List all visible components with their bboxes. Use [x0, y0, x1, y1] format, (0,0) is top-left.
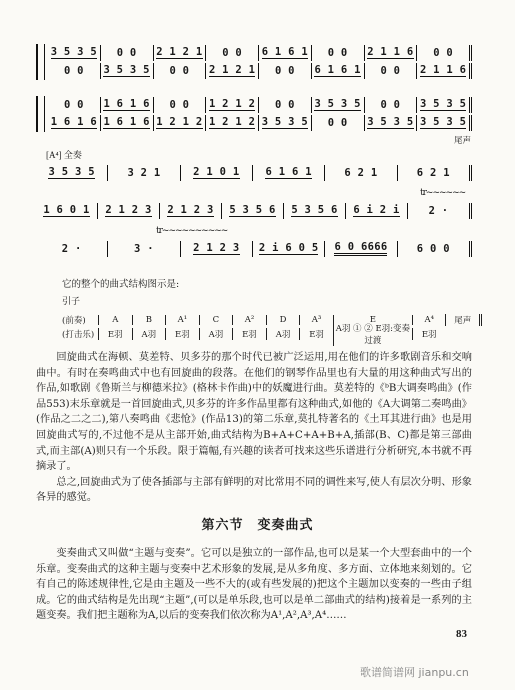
measure: 1 6 1 6 [103, 98, 150, 110]
key-cell: E羽 [412, 328, 446, 340]
measure: 0 0 [63, 65, 84, 77]
measure: 1 2 1 2 [208, 98, 256, 110]
body-text-variation [36, 546, 472, 624]
measure: 0 0 [327, 47, 348, 59]
measure: 3 5 3 5 [314, 98, 361, 110]
paragraph: 变奏曲式又叫做“主题与变奏”。它可以是独立的一部作品,也可以是某一个大型套曲中的一个乐章。变奏曲式的这种主题与变奏中艺术形象的发展,是从多角度、多方面、立体地来刻划的。它有自己的陈述规律性,它是由主题及一些不大的(或有些发展的)把这个主题加以变奏的一些由子组成。它的曲式结构是先出现“主题”,(可以是单乐段,也可以是单二部曲式的结构)接着是一系列的主题变奏。我们把主题称为A,以后的变奏我们依次称为A¹,A²,A³,A⁴…… [36, 548, 472, 622]
measure: 1 6 1 6 [103, 116, 150, 128]
measure: 3 5 3 5 [50, 46, 98, 58]
measure: 1 6 0 1 [43, 204, 90, 216]
measure: 6 1 6 1 [261, 46, 309, 58]
measure: 6 i 2 i [353, 204, 400, 216]
measure: 2 i 6 0 5 [258, 242, 319, 254]
watermark: 歌谱简谱网 jianpu.cn [360, 666, 469, 679]
section-cell: A² [232, 315, 266, 325]
score-system-1 [36, 44, 472, 80]
measure: 2 1 2 3 [193, 242, 240, 254]
measure: 6 2 1 [416, 167, 450, 179]
measure: 6 1 6 1 [265, 166, 312, 178]
key-cell: A羽 [199, 328, 233, 340]
score-row [36, 202, 472, 220]
score-system-2 [36, 96, 472, 132]
key-cell: E羽 [299, 328, 333, 340]
measure: 2 1 0 1 [193, 166, 240, 178]
score-system-5 [36, 240, 472, 258]
structure-top-row [62, 313, 482, 327]
measure: 3 5 3 5 [261, 116, 309, 128]
measure: 0 0 [380, 99, 401, 111]
system-bracket [36, 62, 45, 80]
measure: 2 · [428, 205, 449, 217]
measure: 0 0 [433, 47, 454, 59]
key-cell: A羽 [266, 328, 300, 340]
row-label: (前奏) [62, 316, 86, 326]
section-cell: D [266, 315, 300, 325]
score-row [36, 240, 472, 258]
form-structure-diagram [62, 276, 482, 346]
page-number: 83 [456, 628, 467, 640]
section-cell: C [199, 315, 233, 325]
measure: 0 0 [274, 65, 295, 77]
measure: 0 0 [63, 99, 84, 111]
measure: 2 1 2 1 [156, 46, 203, 58]
score-row [36, 164, 472, 182]
measure: 2 1 2 3 [105, 204, 152, 216]
section-heading: 第六节 变奏曲式 [201, 518, 314, 533]
system-bracket [36, 44, 45, 62]
section-cell: B [132, 315, 166, 325]
measure: 6 2 1 [344, 167, 378, 179]
intro-label: 引子 [62, 297, 81, 307]
measure: 1 2 1 2 [208, 116, 256, 128]
section-cell: A³ [299, 315, 333, 325]
key-cell: A羽 ① ② E羽:变奏过渡 [333, 322, 412, 346]
measure: 0 0 [116, 47, 137, 59]
measure: 3 5 3 5 [367, 116, 414, 128]
trill-mark: tr~~~~~~ [420, 188, 466, 198]
key-cell: A羽 [132, 328, 166, 340]
measure: 3 5 3 5 [103, 64, 150, 76]
section-cell: A [98, 315, 132, 325]
section-cell: A⁴ [412, 315, 446, 325]
paragraph: 总之,回旋曲式为了使各插部与主部有鲜明的对比常用不同的调性来写,使人有层次分明、形象各异的感觉。 [36, 476, 472, 504]
measure: 0 0 [222, 47, 243, 59]
measure: 1 6 1 6 [50, 116, 98, 128]
row-label: (打击乐) [62, 330, 95, 340]
section-cell: E [333, 315, 412, 325]
paragraph: 回旋曲式在海顿、莫差特、贝多芬的那个时代已被广泛运用,用在他们的许多歌剧音乐和交响曲中。有时在奏鸣曲式中也有回旋曲的段落。在他们的钢琴作品里也有大量的用这种曲式写出的作品,如歌剧《鲁斯兰与柳德米拉》(格林卡作曲)中的妖魔进行曲。莫差特的《ᵇB大调奏鸣曲》(作品553)末乐章就是一首回旋曲式,贝多芬的许多作品里都有这种曲式,如他的《A大调第二奏鸣曲》(作品之二之二),第八奏鸣曲《悲怆》(作品13)的第二乐章,莫扎特著名的《土耳其进行曲》也是用回旋曲式写的,不过他不是从主部开始,曲式结构为B+A+C+A+B+A,插部(B、C)都是第三部曲式,而主部(A)则只有一个乐段。限于篇幅,有兴趣的读者可找来这些乐谱进行分析研究,本书就不再摘录了。 [36, 352, 472, 473]
coda-tag: 尾声 [454, 135, 472, 145]
score-row-upper [36, 44, 472, 62]
system-bracket [36, 96, 45, 114]
score-system-4 [36, 202, 472, 220]
measure: 6 1 6 1 [314, 64, 361, 76]
key-cell: E羽 [98, 328, 132, 340]
measure: 6 0 6666 [334, 242, 387, 256]
measure: 2 1 2 1 [208, 64, 256, 76]
measure: 6 0 0 [416, 243, 450, 255]
system-bracket [36, 114, 45, 132]
key-cell: E羽 [165, 328, 199, 340]
measure: 1 2 1 2 [156, 116, 203, 128]
measure: 2 1 1 6 [419, 64, 467, 76]
score-system-3 [36, 164, 472, 182]
measure: 5 3 5 6 [229, 204, 276, 216]
measure: 0 0 [380, 65, 401, 77]
score-row-lower [36, 62, 472, 80]
measure: 3 5 3 5 [48, 166, 95, 178]
measure: 2 · [61, 243, 82, 255]
score-row-upper [36, 96, 472, 114]
measure: 2 1 1 6 [367, 46, 414, 58]
measure: 3 · [134, 243, 154, 255]
section-label: [A⁴] 全奏 [46, 150, 82, 160]
structure-bottom-row [62, 324, 482, 346]
measure: 5 3 5 6 [291, 204, 338, 216]
key-cell: E羽 [232, 328, 266, 340]
measure: 0 0 [274, 99, 295, 111]
trill-mark: tr~~~~~~~~~~ [156, 226, 228, 236]
measure: 3 5 3 5 [419, 98, 467, 110]
measure: 0 0 [169, 65, 190, 77]
measure: 0 0 [327, 117, 348, 129]
diagram-title: 它的整个的曲式结构图示是: [62, 279, 180, 290]
section-cell: 尾声 [445, 314, 482, 326]
measure: 3 2 1 [127, 167, 161, 179]
section-cell: A¹ [165, 315, 199, 325]
body-text [36, 350, 472, 506]
measure: 3 5 3 5 [419, 116, 467, 128]
score-row-lower [36, 114, 472, 132]
measure: 0 0 [169, 99, 190, 111]
measure: 2 1 2 3 [167, 204, 214, 216]
